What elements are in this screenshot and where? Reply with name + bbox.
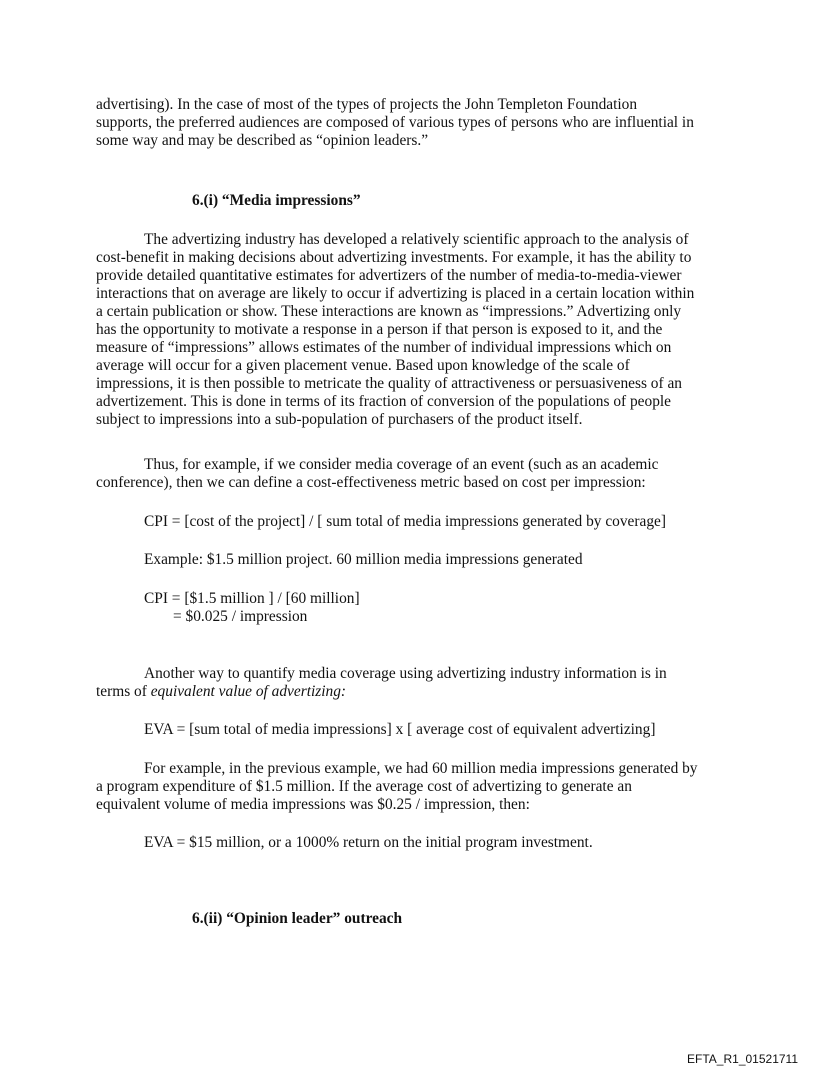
text-line: provide detailed quantitative estimates for advertizers of the number of media-to-media-viewer	[96, 267, 682, 284]
text-line: some way and may be described as “opinion leaders.”	[96, 132, 429, 149]
text-line: subject to impressions into a sub-population of purchasers of the product itself.	[96, 411, 583, 428]
text-line: average will occur for a given placement venue. Based upon knowledge of the scale of	[96, 357, 630, 374]
text-line: advertising). In the case of most of the types of projects the John Templeton Foundation	[96, 96, 638, 113]
text-line: a program expenditure of $1.5 million. If the average cost of advertizing to generate an	[96, 778, 632, 795]
text-line: a certain publication or show. These interactions are known as “impressions.” Advertizing only	[96, 303, 682, 320]
text-line: measure of “impressions” allows estimates of the number of individual impressions which on	[96, 339, 672, 356]
text-line: cost-benefit in making decisions about advertizing investments. For example, it has the ability to	[96, 249, 692, 266]
document-id-footer: EFTA_R1_01521711	[687, 1052, 798, 1066]
text-line: conference), then we can define a cost-effectiveness metric based on cost per impression:	[96, 474, 646, 491]
text-line: advertizement. This is done in terms of its fraction of conversion of the populations of people	[96, 393, 672, 410]
eva-formula: EVA = [sum total of media impressions] x [ average cost of equivalent advertizing]	[144, 721, 656, 738]
text-line: For example, in the previous example, we had 60 million media impressions generated by	[144, 760, 698, 777]
text-line: The advertizing industry has developed a relatively scientific approach to the analysis of	[144, 231, 689, 248]
text-line: Another way to quantify media coverage using advertizing industry information is in	[144, 665, 667, 682]
text-line: interactions that on average are likely to occur if advertizing is placed in a certain location within	[96, 285, 695, 302]
emphasized-term: equivalent value of advertizing:	[150, 683, 347, 700]
text-line: has the opportunity to motivate a response in a person if that person is exposed to it, and the	[96, 321, 663, 338]
cpi-example: Example: $1.5 million project. 60 million media impressions generated	[144, 551, 583, 568]
eva-result: EVA = $15 million, or a 1000% return on the initial program investment.	[144, 834, 593, 851]
text-line: equivalent volume of media impressions was $0.25 / impression, then:	[96, 796, 530, 813]
text-line: impressions, it is then possible to metricate the quality of attractiveness or persuasiveness of an	[96, 375, 682, 392]
cpi-result: = $0.025 / impression	[173, 608, 308, 625]
text-line: supports, the preferred audiences are composed of various types of persons who are influential in	[96, 114, 694, 131]
text-line: Thus, for example, if we consider media coverage of an event (such as an academic	[144, 456, 659, 473]
cpi-formula: CPI = [cost of the project] / [ sum total of media impressions generated by coverage]	[144, 513, 666, 530]
section-heading-media-impressions: 6.(i) “Media impressions”	[192, 192, 361, 209]
cpi-calculation: CPI = [$1.5 million ] / [60 million]	[144, 590, 360, 607]
text-span: terms of	[96, 683, 151, 700]
section-heading-opinion-leader: 6.(ii) “Opinion leader” outreach	[192, 910, 403, 927]
text-line	[96, 683, 346, 701]
